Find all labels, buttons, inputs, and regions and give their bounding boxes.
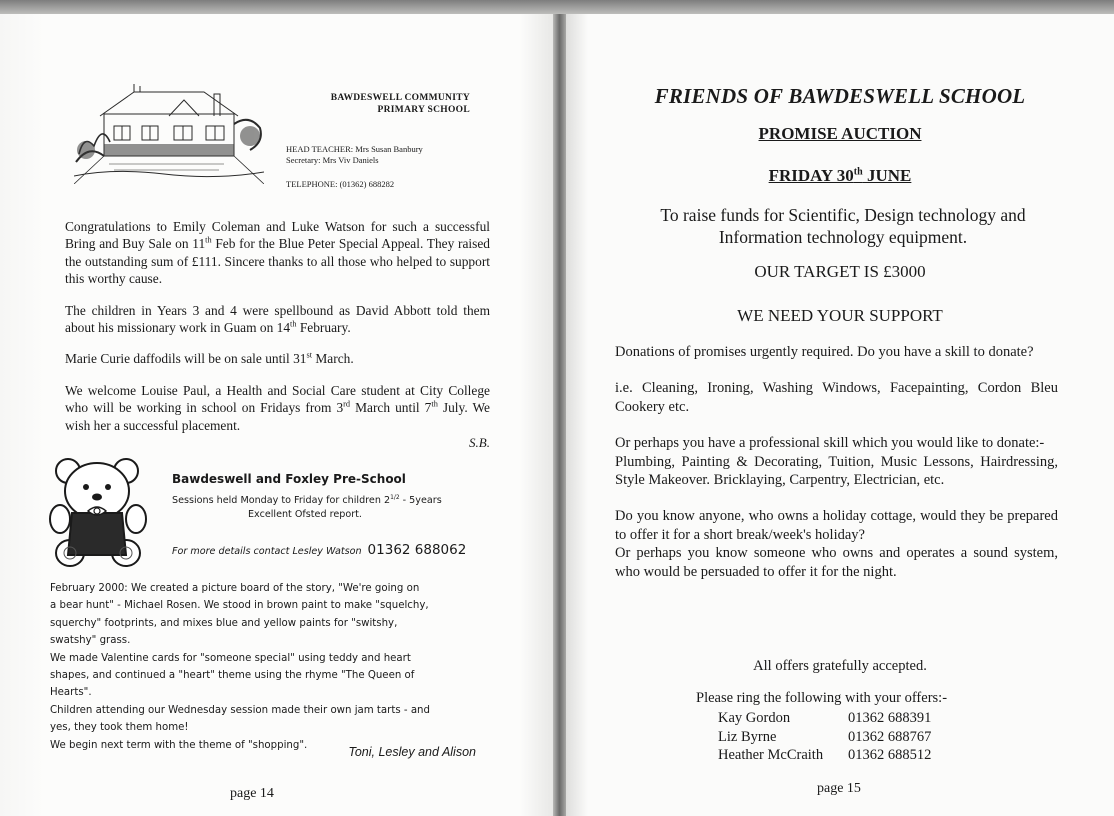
fundraising-purpose: To raise funds for Scientific, Design technology and Information technology equipment. (660, 205, 1026, 247)
preschool-contact-label: For more details contact Lesley Watson (172, 546, 362, 557)
auction-paragraph: Or perhaps you know someone who owns and operates a sound system, who would be persuaded to offer it for the night. (615, 545, 1058, 580)
secretary: Secretary: Mrs Viv Daniels (286, 155, 379, 165)
contact-row (718, 746, 931, 765)
support-heading: WE NEED YOUR SUPPORT (737, 306, 943, 325)
staff-details (286, 144, 423, 166)
preschool-title-wrap (172, 472, 482, 486)
preschool-news-line: Hearts". (50, 687, 92, 699)
staff-signature: Toni, Lesley and Alison (348, 745, 476, 759)
page-number-right: page 15 (817, 781, 861, 796)
preschool-news-line: a bear hunt" - Michael Rosen. We stood in brown paint to make "squelchy, (50, 600, 429, 612)
auction-paragraph: Or perhaps you have a professional skill which you would like to donate:- (615, 435, 1045, 452)
contact-list (718, 709, 931, 765)
contact-name: Kay Gordon (718, 710, 791, 726)
auction-paragraph: Donations of promises urgently required. Do you have a skill to donate? (615, 344, 1034, 360)
auction-organiser-title: FRIENDS OF BAWDESWELL SCHOOL (654, 84, 1026, 108)
contact-phone: 01362 688512 (848, 747, 932, 763)
preschool-news-line: swatshy" grass. (50, 635, 131, 647)
preschool-news-line: squerchy" footprints, and mixes blue and yellow paints for "switshy, (50, 617, 398, 629)
school-name (310, 92, 470, 116)
preschool-contact-number: 01362 688062 (367, 542, 467, 558)
preschool-title: Bawdeswell and Foxley Pre-School (172, 472, 406, 486)
teddy-bear-illustration (48, 455, 158, 570)
fundraising-target: OUR TARGET IS £3000 (754, 262, 926, 281)
page-number-left: page 14 (230, 786, 274, 801)
contact-name: Heather McCraith (718, 747, 824, 763)
preschool-news-line: yes, they took them home! (50, 722, 189, 734)
auction-title: PROMISE AUCTION (758, 124, 922, 143)
page-gutter (553, 14, 566, 816)
auction-details (615, 343, 1058, 599)
contact-name: Liz Byrne (718, 728, 777, 745)
preschool-ofsted: Excellent Ofsted report. (248, 509, 362, 520)
preschool-contact (172, 542, 466, 558)
scan-top-edge (0, 0, 1114, 14)
contact-phone: 01362 688767 (848, 728, 932, 745)
auction-date: FRIDAY 30th JUNE (768, 166, 912, 185)
preschool-news-line: shapes, and continued a "heart" theme using the rhyme "The Queen of (50, 670, 415, 682)
auction-paragraph: i.e. Cleaning, Ironing, Washing Windows, Facepainting, Cordon Bleu Cookery etc. (615, 380, 1058, 415)
school-letterhead (70, 76, 490, 196)
preschool-news-line: We made Valentine cards for "someone special" using teddy and heart (50, 652, 411, 664)
contact-row (718, 728, 931, 747)
contact-instructions: Please ring the following with your offers:- (696, 690, 948, 706)
news-paragraph-3: Marie Curie daffodils will be on sale until 31st March. (65, 350, 354, 367)
news-paragraph-1: Congratulations to Emily Coleman and Luke Watson for such a successful Bring and Buy Sale on 11th Feb for the Blue Peter Special Appeal. They raised the outstanding sum of £111. Sincere thanks to all those who helped to support this worthy cause. (65, 219, 490, 287)
preschool-news-line: We begin next term with the theme of "shopping". (50, 739, 308, 751)
signature-initials: S.B. (469, 435, 490, 450)
school-building-illustration (74, 84, 264, 184)
offers-accepted: All offers gratefully accepted. (753, 658, 927, 674)
preschool-news-line: Children attending our Wednesday session made their own jam tarts - and (50, 704, 430, 716)
preschool-sessions: Sessions held Monday to Friday for children $2^{1/2}$ - 5years (172, 493, 442, 506)
preschool-notice (172, 472, 482, 558)
news-paragraph-2: The children in Years 3 and 4 were spellbound as David Abbott told them about his missionary work in Guam on 14th February. (65, 302, 490, 336)
auction-paragraph: Do you know anyone, who owns a holiday cottage, would they be prepared to offer it for a short break/week's holiday? (615, 508, 1058, 543)
contact-row (718, 709, 931, 728)
school-telephone: TELEPHONE: (01362) 688282 (286, 179, 395, 189)
contact-phone: 01362 688391 (848, 710, 932, 726)
auction-paragraph: Plumbing, Painting & Decorating, Tuition, Music Lessons, Hairdressing, Style Makeover. Bricklaying, Carpentry, Electrician, etc. (615, 453, 1058, 489)
school-news (65, 218, 490, 448)
head-teacher: HEAD TEACHER: Mrs Susan Banbury (286, 144, 423, 154)
news-paragraph-4: We welcome Louise Paul, a Health and Social Care student at City College who will be working in school on Fridays from 3rd March until 7th July. We wish her a successful placement. (65, 382, 490, 433)
preschool-news-line: February 2000: We created a picture board of the story, "We're going on (50, 583, 420, 594)
preschool-news (50, 580, 480, 754)
school-name-line2: PRIMARY SCHOOL (377, 105, 470, 115)
school-name-line1: BAWDESWELL COMMUNITY (330, 93, 470, 103)
